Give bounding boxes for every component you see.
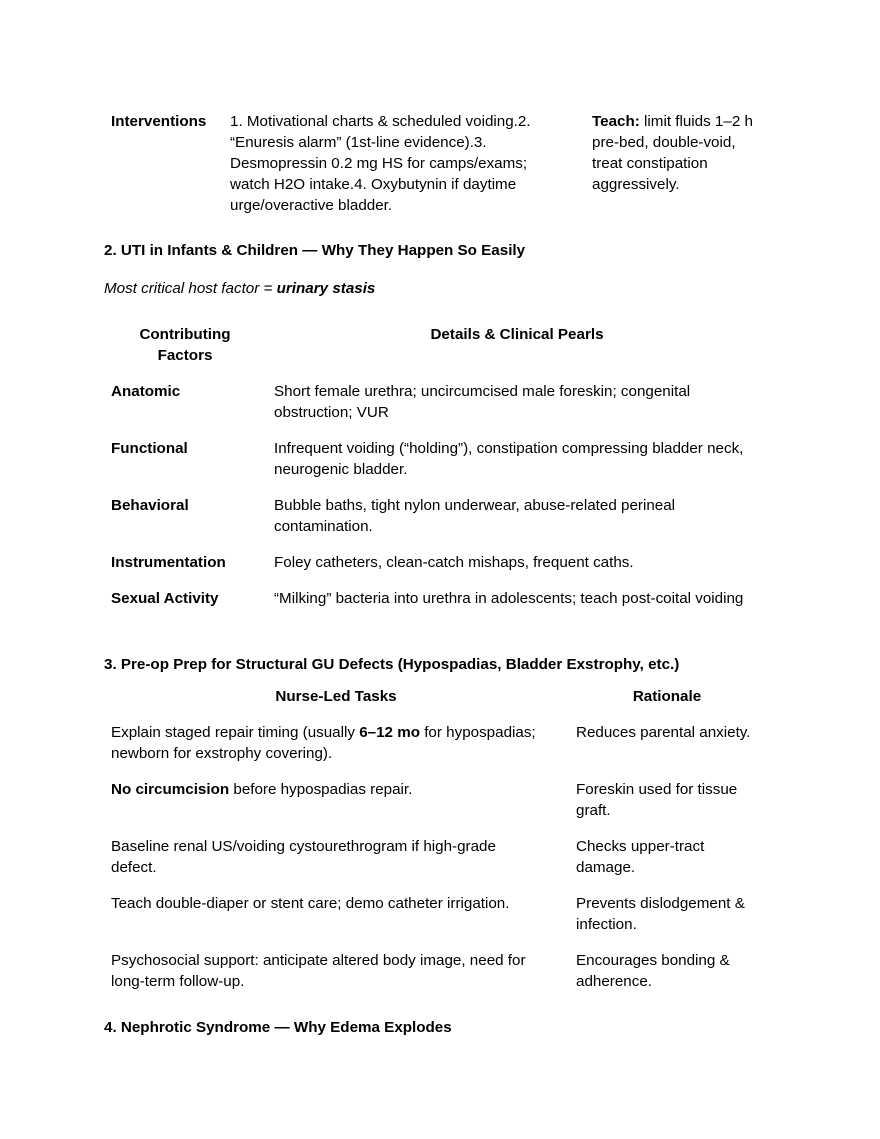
section-3-heading: 3. Pre-op Prep for Structural GU Defects (Hypospadias, Bladder Exstrophy, etc.) [104, 656, 680, 673]
uti-row-details: Short female urethra; uncircumcised male foreskin; congenital obstruction; VUR [274, 383, 691, 421]
task-emphasis: 6–12 mo [359, 724, 420, 741]
host-factor-note [104, 278, 375, 299]
task-emphasis: No circumcision [111, 781, 230, 798]
task-text: for hypospadias; newborn for exstrophy covering). [111, 724, 536, 762]
uti-row-factor: Sexual Activity [111, 590, 219, 607]
uti-table-header-details: Details & Clinical Pearls [430, 326, 604, 343]
task-text: before hypospadias repair. [229, 781, 413, 798]
preop-row-rationale: Prevents dislodgement & infection. [576, 895, 745, 933]
teach-text: limit fluids 1–2 h pre-bed, double-void, treat constipation aggressively. [592, 113, 753, 193]
host-factor-prefix: Most critical host factor = [104, 280, 277, 297]
task-text: Teach double-diaper or stent care; demo catheter irrigation. [111, 895, 510, 912]
teach-label: Teach: [592, 113, 640, 130]
uti-row-details: Infrequent voiding (“holding”), constipation compressing bladder neck, neurogenic bladder. [274, 440, 744, 478]
uti-row-factor: Behavioral [111, 497, 189, 514]
task-text: Psychosocial support: anticipate altered body image, need for long-term follow-up. [111, 952, 526, 990]
preop-table-header-rationale: Rationale [632, 688, 702, 705]
uti-row-details: Bubble baths, tight nylon underwear, abuse-related perineal contamination. [274, 497, 676, 535]
preop-row-rationale: Reduces parental anxiety. [576, 724, 751, 741]
task-text: Explain staged repair timing (usually [111, 724, 360, 741]
preop-row-task [111, 836, 531, 878]
interventions-steps: 1. Motivational charts & scheduled voiding.2. “Enuresis alarm” (1st-line evidence).3. Desmopressin 0.2 mg HS for camps/exams; watch H2O intake.4. Oxybutynin if daytime urge/overactive bladder. [230, 113, 531, 214]
uti-table-header-factors: Contributing Factors [139, 326, 231, 364]
section-2-heading: 2. UTI in Infants & Children — Why They Happen So Easily [104, 242, 526, 259]
interventions-teach [592, 111, 770, 195]
preop-row-rationale: Encourages bonding & adherence. [576, 952, 730, 990]
preop-row-rationale: Foreskin used for tissue graft. [576, 781, 738, 819]
preop-row-rationale: Checks upper-tract damage. [576, 838, 705, 876]
uti-row-details: Foley catheters, clean-catch mishaps, frequent caths. [274, 554, 634, 571]
uti-row-factor: Anatomic [111, 383, 181, 400]
host-factor-emphasis: urinary stasis [276, 280, 376, 297]
preop-table-header-tasks: Nurse-Led Tasks [275, 688, 397, 705]
uti-row-factor: Functional [111, 440, 188, 457]
preop-row-task [111, 893, 563, 914]
preop-row-task [111, 950, 563, 992]
uti-row-factor: Instrumentation [111, 554, 226, 571]
uti-row-details: “Milking” bacteria into urethra in adolescents; teach post-coital voiding [274, 590, 744, 607]
section-4-heading: 4. Nephrotic Syndrome — Why Edema Explodes [104, 1019, 452, 1036]
task-text: Baseline renal US/voiding cystourethrogram if high-grade defect. [111, 838, 496, 876]
interventions-label: Interventions [111, 113, 207, 130]
preop-row-task [111, 779, 563, 800]
preop-row-task [111, 722, 563, 764]
